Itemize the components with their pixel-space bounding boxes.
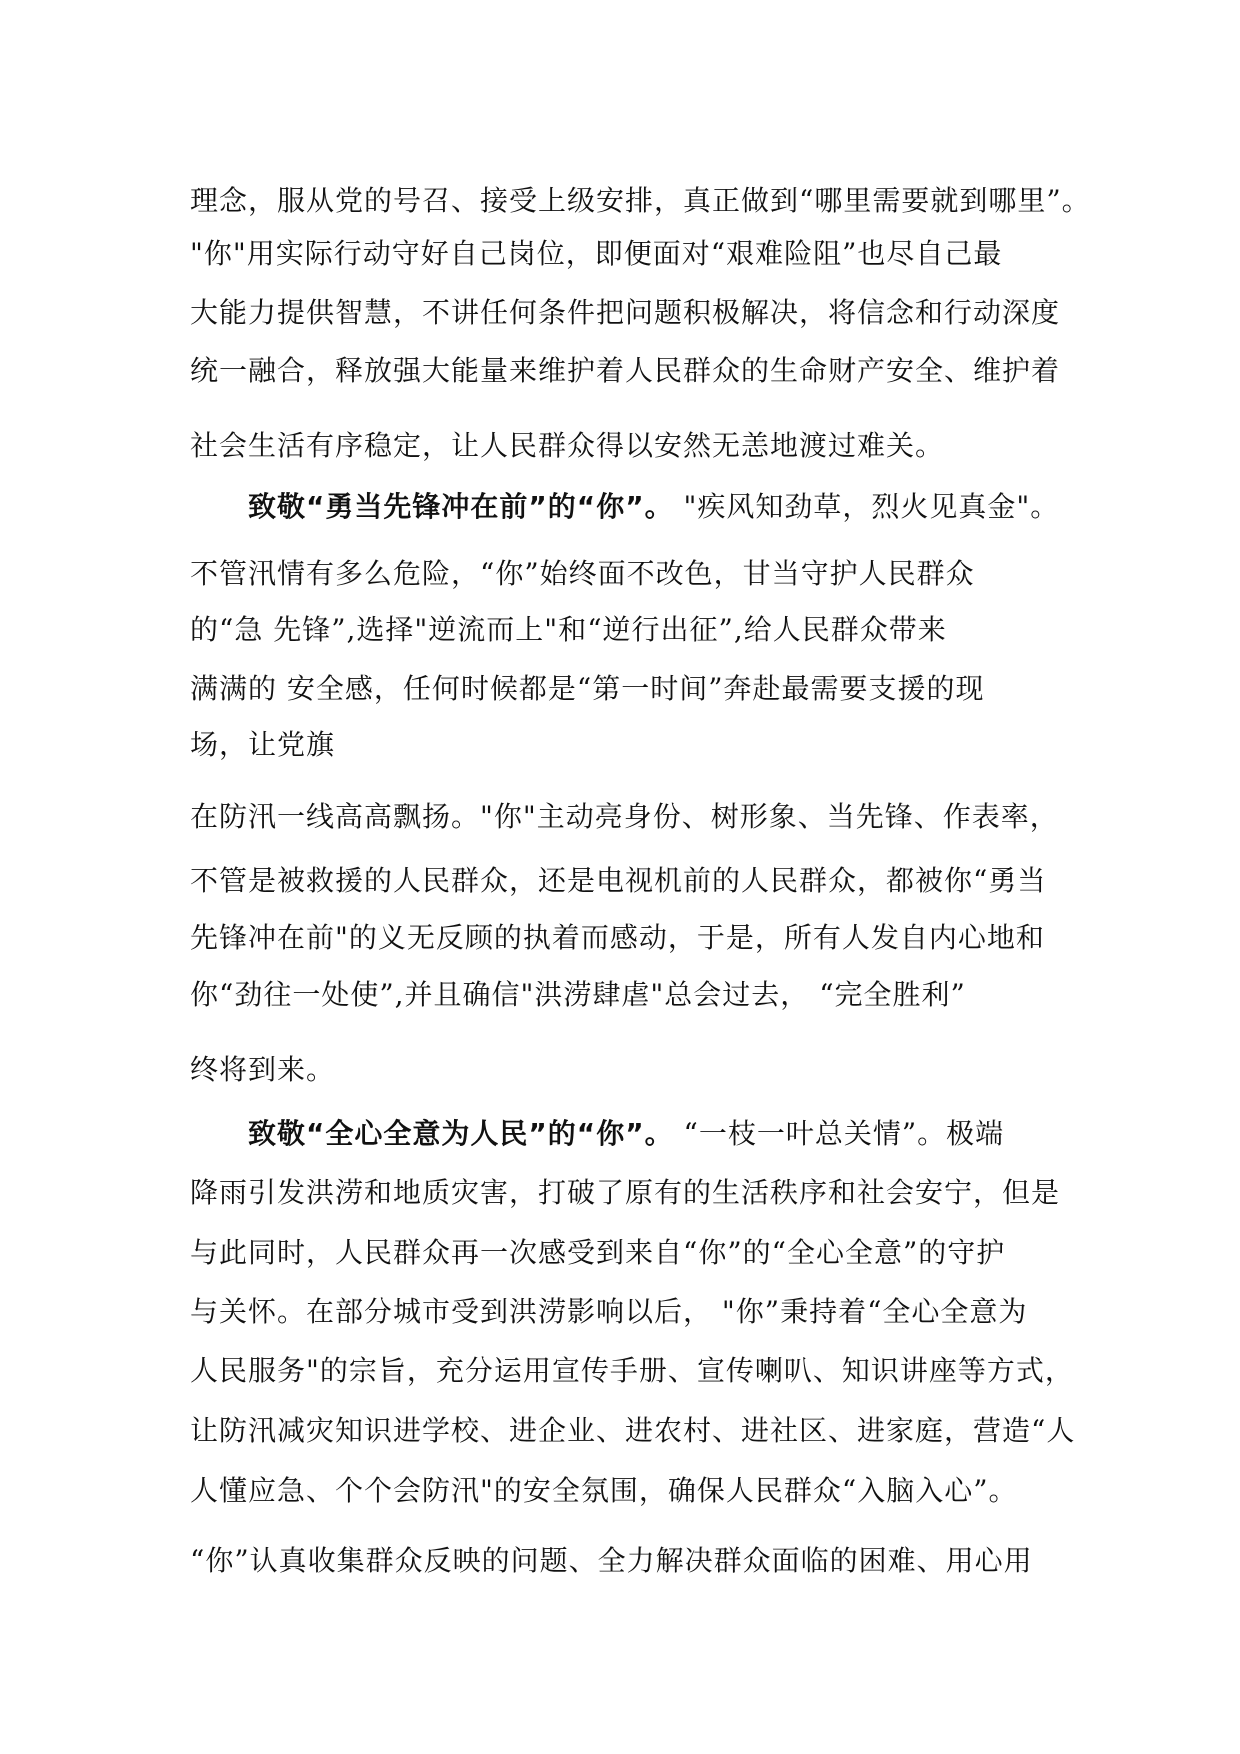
text-line: 社会生活有序稳定，让人民群众得以安然无恙地渡过难关。 bbox=[190, 429, 945, 462]
text-line: 统一融合，释放强大能量来维护着人民群众的生命财产安全、维护着 bbox=[190, 354, 1061, 387]
section-heading: 致敬“全心全意为人民”的“你”。 bbox=[248, 1117, 674, 1150]
text-line: 理念，服从党的号召、接受上级安排，真正做到“哪里需要就到哪里”。 bbox=[190, 184, 1091, 217]
text-line: “你”认真收集群众反映的问题、全力解决群众面临的困难、用心用 bbox=[190, 1544, 1033, 1577]
section-heading-line bbox=[248, 1114, 1128, 1154]
text-line: 与关怀。在部分城市受到洪涝影响以后， "你”秉持着“全心全意为 bbox=[190, 1295, 1028, 1328]
section-lead-text: “一枝一叶总关情”。极端 bbox=[673, 1117, 1005, 1150]
section-heading: 致敬“勇当先锋冲在前”的“你”。 bbox=[248, 490, 674, 523]
text-line: 终将到来。 bbox=[190, 1053, 336, 1086]
text-line: 大能力提供智慧，不讲任何条件把问题积极解决，将信念和行动深度 bbox=[190, 296, 1061, 329]
text-line: 不管是被救援的人民群众，还是电视机前的人民群众，都被你“勇当 bbox=[190, 864, 1047, 897]
text-line: 的“急 先锋”,选择"逆流而上"和“逆行出征”,给人民群众带来 bbox=[190, 613, 947, 646]
text-line: 场，让党旗 bbox=[190, 728, 336, 761]
text-line: 先锋冲在前"的义无反顾的执着而感动，于是，所有人发自内心地和 bbox=[190, 921, 1045, 954]
text-line: 降雨引发洪涝和地质灾害，打破了原有的生活秩序和社会安宁，但是 bbox=[190, 1176, 1061, 1209]
text-line: 人民服务"的宗旨，充分运用宣传手册、宣传喇叭、知识讲座等方式， bbox=[190, 1354, 1074, 1387]
text-line: 与此同时，人民群众再一次感受到来自“你”的“全心全意”的守护 bbox=[190, 1236, 1006, 1269]
text-line: 你“劲往一处使”,并且确信"洪涝肆虐"总会过去， “完全胜利” bbox=[190, 978, 966, 1011]
text-line: 在防汛一线高高飘扬。"你"主动亮身份、树形象、当先锋、作表率， bbox=[190, 800, 1059, 833]
section-heading-line bbox=[248, 487, 1128, 527]
text-line: 不管汛情有多么危险，“你”始终面不改色，甘当守护人民群众 bbox=[190, 557, 975, 590]
text-line: "你"用实际行动守好自己岗位，即便面对“艰难险阻”也尽自己最 bbox=[190, 237, 1003, 270]
text-line: 人懂应急、个个会防汛"的安全氛围，确保人民群众“入脑入心”。 bbox=[190, 1474, 1018, 1507]
text-line: 满满的 安全感，任何时候都是“第一时间”奔赴最需要支援的现 bbox=[190, 672, 985, 705]
section-lead-text: "疾风知劲草，烈火见真金"。 bbox=[673, 490, 1060, 523]
text-line: 让防汛减灾知识进学校、进企业、进农村、进社区、进家庭，营造“人 bbox=[190, 1414, 1076, 1447]
